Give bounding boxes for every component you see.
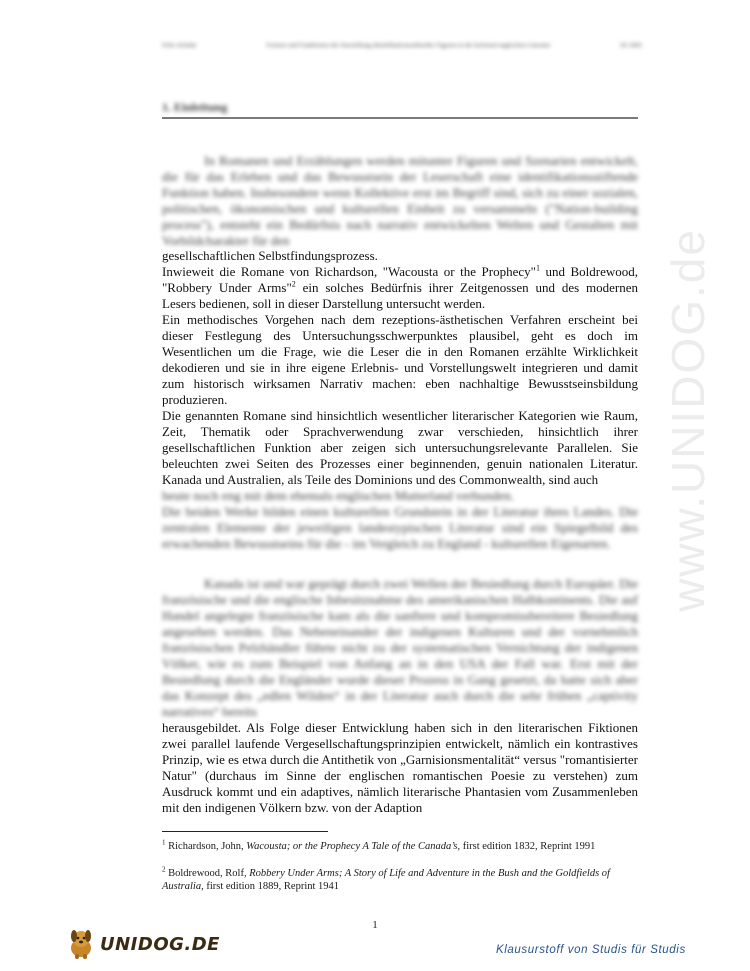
footnote-rule — [162, 831, 328, 832]
paragraph-method: Ein methodisches Vorgehen nach dem rezeptions-ästhetischen Verfahren erscheint bei dieser Festlegung des Untersuchungsschwerpunktes plausibel, geht es doch im Wesentlichen um die Frage, wie die Leser die in den Romanen erzählte Wirklichkeit dekodieren und sie in ihre eigene Erlebnis- und Vorstellungswelt integrieren und damit zum historisch wirksamen Narrativ machen: eben nachhaltige Bewusstseinsbildung produzieren. — [162, 312, 638, 407]
paragraph-comparison: Die genannten Romane sind hinsichtlich wesentlicher literarischer Kategorien wie Raum, Zeit, Thematik oder Sprachverwendung zwar verschieden, hinsichtlich ihrer gesellschaftlichen Funktion aber zeigen sich untersuchungsrelevante Parallelen. Sie beleuchten zwei Seiten des Prozesses einer beginnenden, genuin nationalen Literatur. Kanada und Australien, als Teile des Dominions und des Commonwealth, sind auch — [162, 408, 638, 487]
page-number: 1 — [372, 919, 378, 931]
paragraph-novels-end: ein solches Bedürfnis ihrer Zeitgenossen und des modernen Lesers bedienen, soll in dieser Darstellung untersucht werden. — [162, 280, 638, 311]
paragraph-novels-mid: und Boldrewood, "Robbery Under Arms" — [162, 264, 638, 295]
title-rule — [162, 117, 638, 119]
footnote-ref-2: 2 — [291, 279, 296, 289]
footnote-2-marker: 2 — [162, 865, 166, 874]
paragraph-intro-blurred: In Romanen und Erzählungen werden mitunter Figuren und Szenarien entwickelt, die für das Erleben und das Bewusstsein der Leserschaft eine identifikationsstiftende Funktion haben. Insbesondere wenn Kollektive erst im Begriff sind, sich zu einer sozialen, politischen, ökonomischen und kulturellen Einheit zu versammeln ("Nation-building process"), entsteht ein Bedürfnis nach narrativ entwickelten Welten und Gestalten mit Vorbildcharakter für den — [162, 153, 638, 248]
footnote-1-marker: 1 — [162, 838, 166, 847]
watermark: www.UNIDOG.de — [662, 228, 714, 612]
footnote-2 — [162, 867, 638, 893]
footnote-1-title: Wacousta; or the Prophecy A Tale of the Canada’s, — [246, 841, 461, 852]
footnote-1-rest: first edition 1832, Reprint 1991 — [460, 841, 596, 852]
paragraph-works-blurred: Die beiden Werke bilden einen kulturellen Grundstein in der Literatur ihres Landes. Die zentralen Elemente der jeweiligen landestypischen Literatur sind ein Spiegelbild des erwachenden Bewusstseins für die - im Vergleich zu England - kulturellen Eigenarten. — [162, 504, 638, 551]
footnote-1-author: Richardson, John, — [165, 841, 247, 852]
footnote-ref-1: 1 — [535, 263, 540, 273]
footer-tagline: Klausurstoff von Studis für Studis — [496, 944, 686, 956]
logo-text: UNIDOG.DE — [100, 933, 220, 955]
paragraph-canada-blurred: Kanada ist und war geprägt durch zwei Wellen der Besiedlung durch Europäer. Die französische und die englische Inbesitznahme des amerikanischen Halbkontinents. Die auf Handel angelegte französische kam als die sanftere und kompromissbereitere Besiedlung angesehen werden. Das Nebeneinander der indigenen Kulturen und der vornehmlich französischen Pelzhändler führte nicht zu der systematischen Vernichtung der indigenen Völker, wie es zum Beispiel von Anfang an in den USA der Fall war. Erst mit der Besiedlung durch die Engländer wurde dieser Prozess in Gang gesetzt, da hatte sich aber das Konzept des „edlen Wilden“ in der Literatur auch durch die sehr frühen „captivity narratives“ bereits — [162, 576, 638, 719]
section-title: 1. Einleitung — [162, 100, 228, 114]
footnote-2-author: Boldrewood, Rolf, — [165, 868, 250, 879]
dog-icon — [66, 928, 96, 960]
paragraph-canada-visible: herausgebildet. Als Folge dieser Entwicklung haben sich in den literarischen Fiktionen zwei parallel laufende Vergesellschaftungsprinzipien entwickelt, nämlich ein kontrastives Prinzip, wie es etwa durch die Antithetik von „Garnisionsmentalität“ versus "romantisierter Natur" (durchaus im Sinne der englischen romantischen Poesie zu verstehen) zum Ausdruck kommt und ein adaptives, nämlich literarische Phantasien vom Zusammenleben mit den indigenen Völkern bzw. von der Adaption — [162, 720, 638, 815]
footnote-2-rest: first edition 1889, Reprint 1941 — [203, 881, 340, 892]
header-title: Formen und Funktionen der Darstellung identifikationsstiftender Figuren in der kolonial-englischen Literatur — [266, 42, 551, 49]
paragraph-novels — [162, 264, 638, 312]
paragraph-novels-start: Inwieweit die Romane von Richardson, "Wacousta or the Prophecy" — [162, 264, 536, 279]
paragraph-comparison-blurred: heute noch eng mit dem ehemals englischen Mutterland verbunden. — [162, 488, 514, 503]
unidog-logo[interactable] — [66, 926, 220, 962]
paragraph-intro-visible: gesellschaftlichen Selbstfindungsprozess. — [162, 248, 378, 263]
running-header — [162, 42, 642, 49]
header-author: Felix Schulte — [162, 42, 197, 49]
footnote-1 — [162, 840, 638, 853]
header-term: SS 2005 — [620, 42, 642, 49]
footnote-2-title: Robbery Under Arms; A Story of Life and Adventure in the Bush and the Goldfields of Australia, — [162, 868, 610, 892]
